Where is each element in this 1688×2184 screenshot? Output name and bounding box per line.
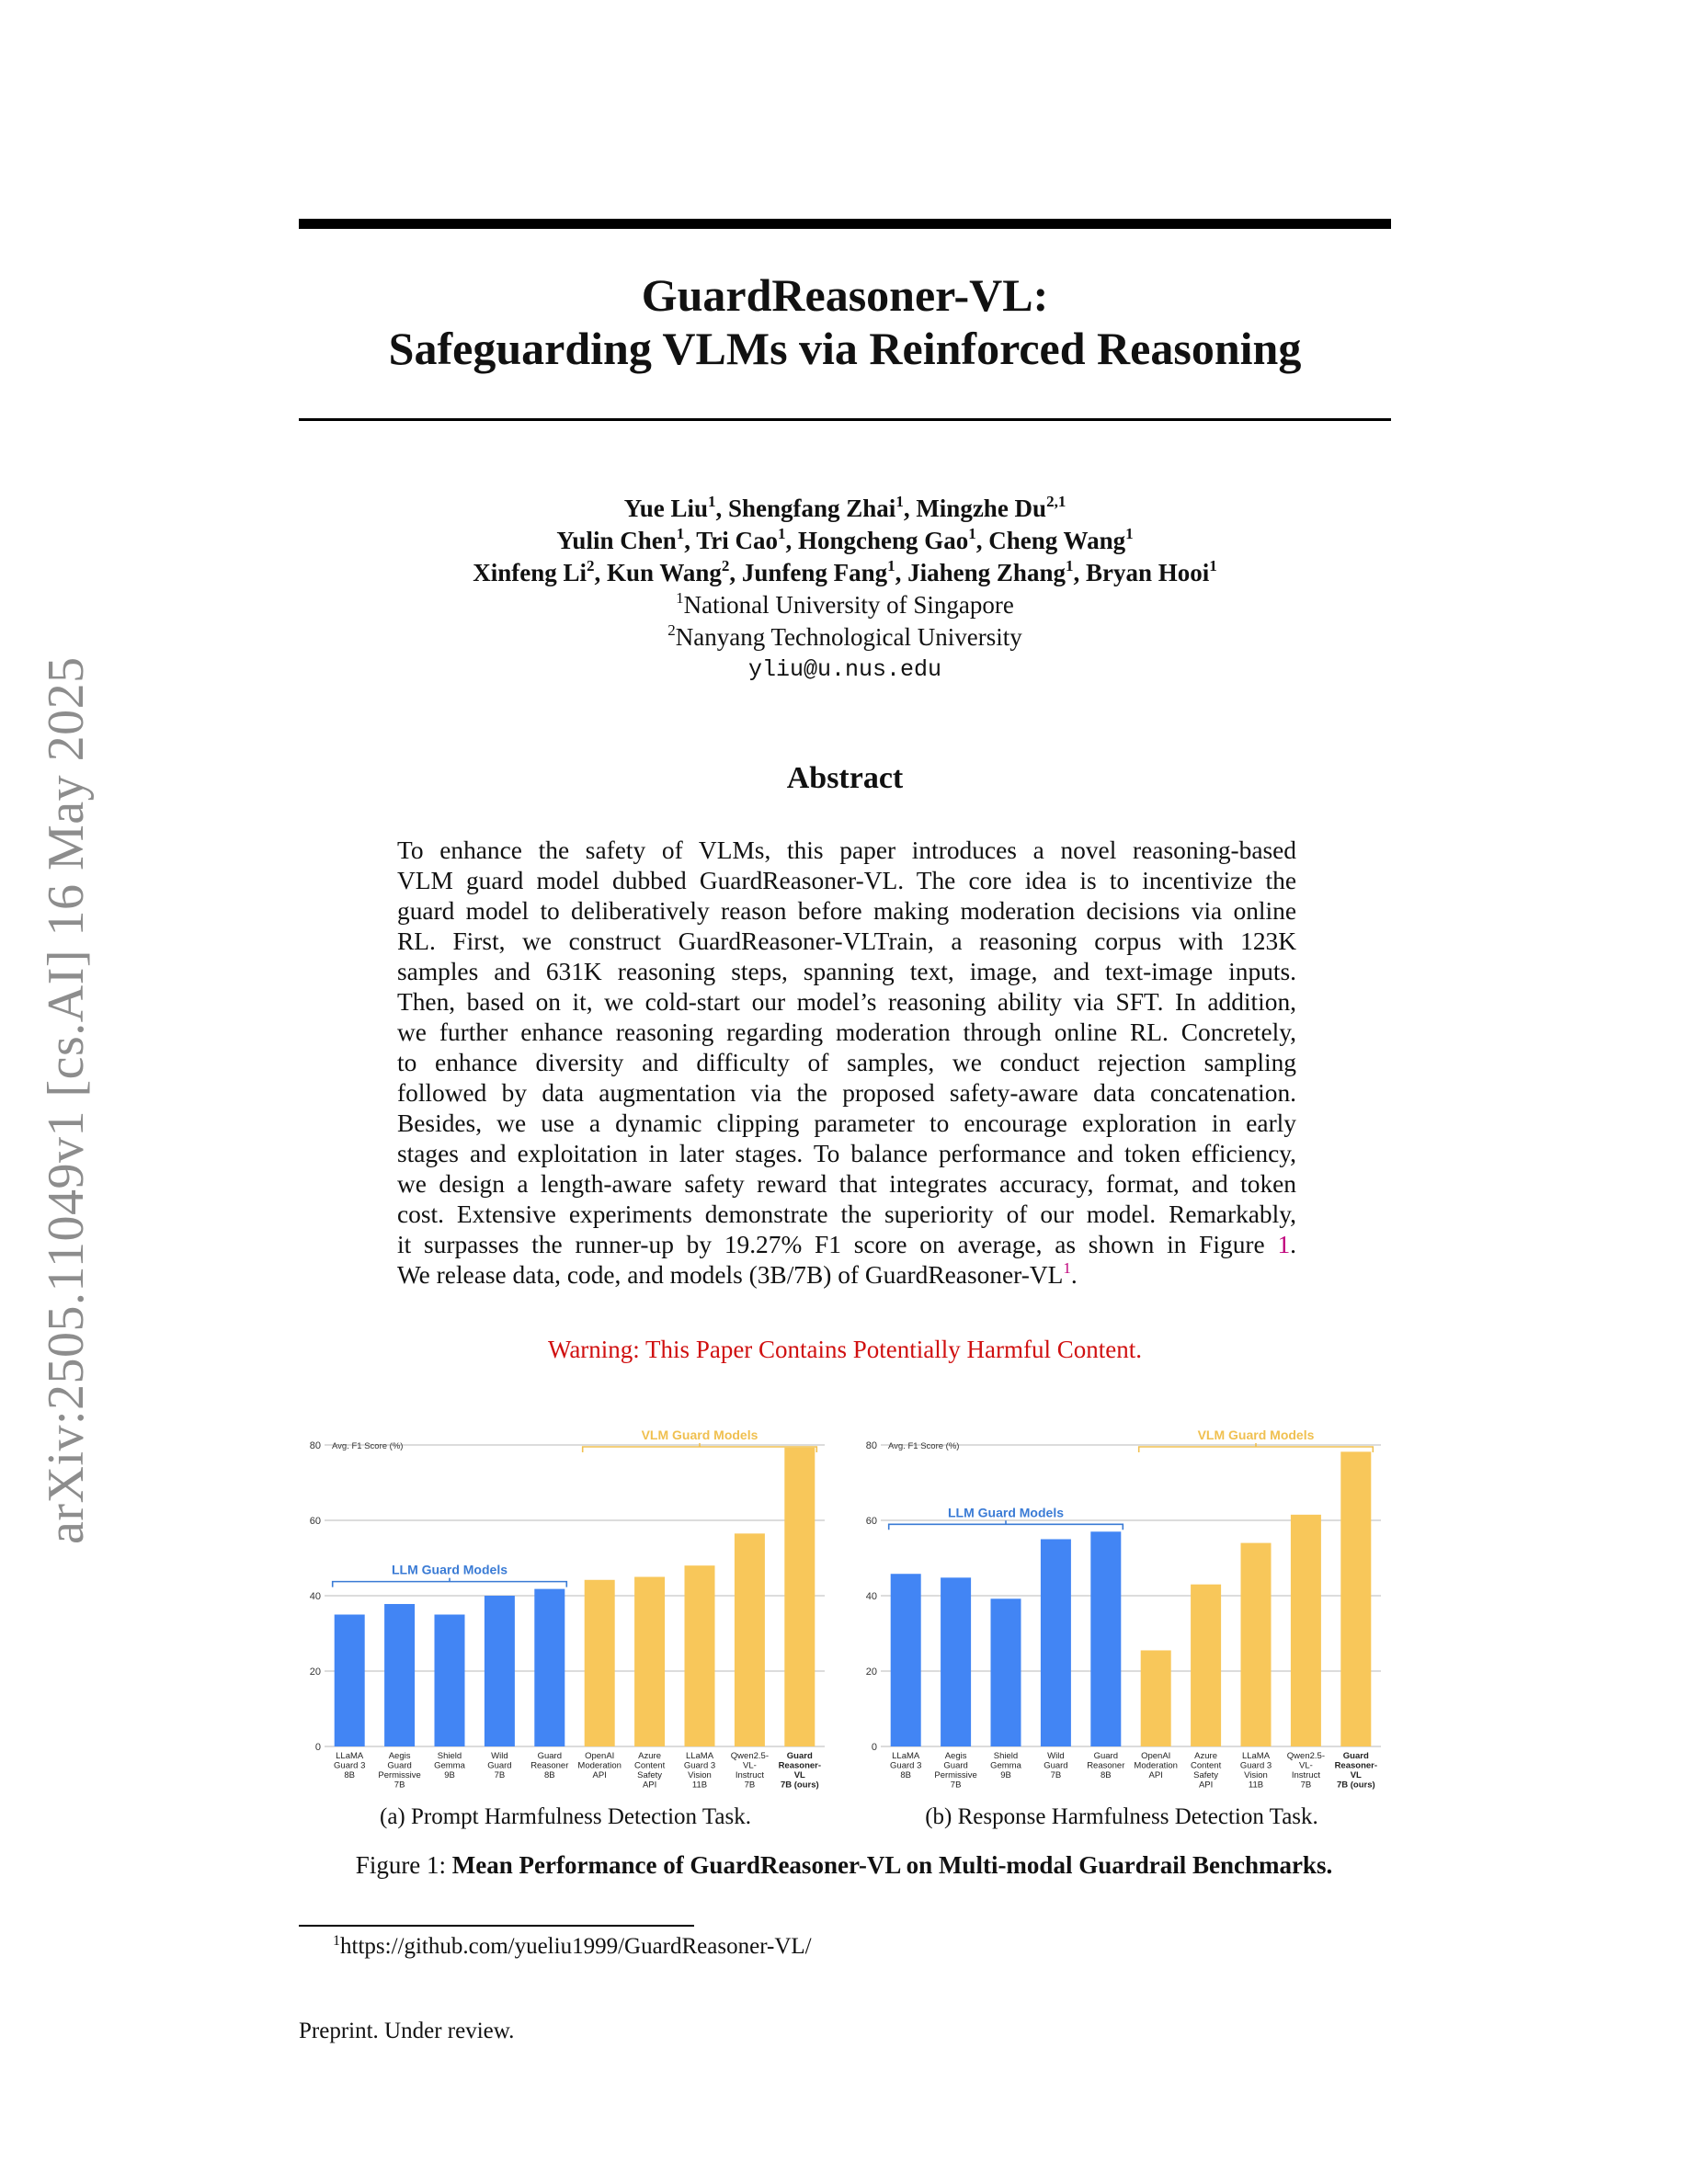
x-tick-label: 8B (1100, 1770, 1112, 1780)
author-name: Yue Liu (623, 495, 708, 522)
author-name: Yulin Chen (556, 527, 677, 554)
x-tick-label: 8B (543, 1770, 555, 1780)
x-tick-label: Qwen2.5- (1286, 1751, 1325, 1761)
title-bottom-rule (299, 418, 1391, 421)
x-tick-label: 8B (344, 1770, 356, 1780)
bar (1041, 1540, 1071, 1747)
abstract-line: cost. Extensive experiments demonstrate the superiority of our model. Remarkably, (397, 1200, 1296, 1228)
x-tick-label: OpenAI (585, 1751, 615, 1761)
x-tick-label: Content (633, 1760, 666, 1771)
affiliation-2-name: Nanyang Technological University (675, 623, 1022, 651)
y-tick-label: 60 (865, 1516, 877, 1527)
x-tick-label: Gemma (434, 1760, 465, 1771)
x-tick-label: Shield (993, 1751, 1019, 1761)
y-tick-label: 80 (865, 1440, 877, 1451)
bar (1241, 1543, 1272, 1746)
x-tick-label: Content (1190, 1760, 1222, 1771)
footnote-1-marker: 1 (333, 1933, 340, 1949)
x-tick-label: Guard (1093, 1751, 1119, 1761)
group-label: LLM Guard Models (948, 1505, 1064, 1520)
x-tick-label: Moderation (1134, 1760, 1178, 1771)
x-tick-label: VL- (743, 1760, 757, 1771)
abstract-line: we design a length-aware safety reward that integrates accuracy, format, and token (397, 1170, 1296, 1198)
harmful-content-warning: Warning: This Paper Contains Potentially Harmful Content. (548, 1336, 1142, 1363)
x-tick-label: Guard (1342, 1751, 1369, 1761)
x-tick-label: Permissive (378, 1770, 421, 1780)
x-tick-label: Guard 3 (334, 1760, 366, 1771)
author-name: Mingzhe Du (916, 495, 1047, 522)
x-tick-label: Wild (491, 1751, 508, 1761)
x-tick-label: Guard (786, 1751, 813, 1761)
author-line: Yue Liu$^1$, Shengfang Zhai$^1$, Mingzhe Du$^{2,1}$ (623, 493, 1066, 522)
affiliation-2-marker: 2 (667, 621, 676, 639)
y-tick-label: 60 (309, 1516, 321, 1527)
abstract-line: guard model to deliberatively reason before making moderation decisions via online (397, 897, 1296, 925)
x-tick-label: Instruct (735, 1770, 764, 1780)
x-tick-label: LLaMA (336, 1751, 364, 1761)
x-tick-label: Qwen2.5- (730, 1751, 769, 1761)
abstract-line: Then, based on it, we cold-start our model’s reasoning ability via SFT. In addition, (397, 988, 1296, 1016)
abstract-line: VLM guard model dubbed GuardReasoner-VL. The core idea is to incentivize the (397, 867, 1296, 894)
x-tick-label: API (642, 1780, 657, 1791)
author-affiliation-marker: 1 (778, 525, 786, 542)
bar (735, 1533, 765, 1746)
x-tick-label: Guard (943, 1760, 968, 1771)
abstract-body (397, 836, 1296, 1291)
x-tick-label: Moderation (577, 1760, 622, 1771)
x-tick-label: 11B (691, 1780, 708, 1791)
author-affiliation-marker: 1 (887, 557, 895, 574)
paper-title (299, 268, 1391, 375)
x-tick-label: Guard (1044, 1760, 1068, 1771)
group-bracket (889, 1520, 1123, 1530)
bar (685, 1565, 715, 1746)
x-tick-label: Reasoner (530, 1760, 569, 1771)
x-tick-label: Permissive (934, 1770, 977, 1780)
y-tick-label: 40 (309, 1591, 321, 1602)
bar (1191, 1585, 1221, 1746)
group-bracket (333, 1578, 567, 1587)
preprint-notice: Preprint. Under review. (299, 2019, 515, 2043)
bar (891, 1574, 921, 1746)
author-affiliation-marker: 1 (1209, 557, 1217, 574)
author-affiliation-marker: 2,1 (1046, 493, 1066, 510)
abstract-line: to enhance diversity and difficulty of samples, we conduct rejection sampling (397, 1049, 1296, 1076)
title-line-2: Safeguarding VLMs via Reinforced Reasoning (388, 323, 1302, 374)
figure-1-caption (276, 1851, 1412, 1880)
footnote-rule (299, 1925, 694, 1927)
x-tick-label: Guard 3 (1239, 1760, 1272, 1771)
bar (941, 1577, 971, 1746)
bar (384, 1604, 415, 1746)
x-tick-label: 7B (1050, 1770, 1062, 1780)
subcaption-a: (a) Prompt Harmfulness Detection Task. (380, 1804, 751, 1829)
bar (634, 1577, 665, 1747)
abstract-line: samples and 631K reasoning steps, spanning text, image, and text-image inputs. (397, 958, 1296, 985)
author-affiliation-marker: 1 (676, 525, 685, 542)
x-tick-label: Reasoner- (1334, 1760, 1378, 1771)
x-tick-label: 7B (1300, 1780, 1312, 1791)
author-name: Cheng Wang (988, 527, 1126, 554)
author-name: Junfeng Fang (741, 559, 888, 586)
title-top-rule (299, 219, 1391, 229)
x-tick-label: LLaMA (1241, 1751, 1271, 1761)
y-tick-label: 0 (314, 1742, 321, 1753)
bar (1090, 1531, 1121, 1746)
x-tick-label: LLaMA (685, 1751, 714, 1761)
bar (585, 1580, 615, 1746)
affiliation-1-marker: 1 (676, 589, 684, 607)
bar (1291, 1515, 1321, 1746)
x-tick-label: LLaMA (892, 1751, 920, 1761)
x-tick-label: Guard (487, 1760, 512, 1771)
bar (1340, 1451, 1371, 1746)
x-tick-label: VL (793, 1770, 805, 1780)
abstract-line-15: We release data, code, and models (3B/7B) of GuardReasoner-$VL^1$. (397, 1259, 1078, 1289)
x-tick-label: API (1198, 1780, 1214, 1791)
author-name: Xinfeng Li (473, 559, 587, 586)
x-tick-label: Azure (638, 1751, 662, 1761)
bar (991, 1598, 1021, 1746)
x-tick-label: 7B (ours) (1336, 1780, 1375, 1791)
author-names (299, 493, 1391, 589)
x-tick-label: 7B (950, 1780, 962, 1791)
group-label: LLM Guard Models (392, 1562, 508, 1577)
affiliation-1 (299, 589, 1391, 621)
abstract-line: stages and exploitation in later stages. To balance performance and token efficiency, (397, 1140, 1296, 1167)
abstract-line: followed by data augmentation via the proposed safety-aware data concatenation. (397, 1079, 1296, 1107)
x-tick-label: Guard (387, 1760, 412, 1771)
y-tick-label: 80 (309, 1440, 321, 1451)
author-line: Xinfeng Li$^2$, Kun Wang$^2$, Junfeng Fang$^1$, Jiaheng Zhang$^1$, Bryan Hooi$^1$ (473, 557, 1217, 586)
author-affiliation-marker: 1 (968, 525, 976, 542)
author-name: Hongcheng Gao (798, 527, 969, 554)
abstract-line-14: it surpasses the runner-up by 19.27% F1 score on average, as shown in Figure 1. (397, 1231, 1296, 1258)
author-name: Shengfang Zhai (727, 495, 896, 522)
abstract-lines (397, 836, 1296, 1230)
author-name: Tri Cao (696, 527, 778, 554)
y-tick-label: 0 (871, 1742, 877, 1753)
x-tick-label: OpenAI (1141, 1751, 1171, 1761)
bar (335, 1615, 365, 1747)
bar (784, 1448, 815, 1746)
abstract-line-14-text: it surpasses the runner-up by 19.27% F1 score on average, as shown in Figure (397, 1231, 1278, 1258)
author-name: Kun Wang (607, 559, 722, 586)
affiliation-1-name: National University of Singapore (683, 591, 1014, 619)
x-tick-label: Safety (637, 1770, 663, 1780)
footnote-1-url[interactable]: https://github.com/yueliu1999/GuardReasoner-VL/ (340, 1934, 812, 1959)
x-tick-label: Aegis (944, 1751, 967, 1761)
x-tick-label: Azure (1194, 1751, 1218, 1761)
abstract-heading: Abstract (786, 761, 904, 795)
affiliation-2 (299, 621, 1391, 654)
figure-caption-text: Mean Performance of GuardReasoner-VL on Multi-modal Guardrail Benchmarks. (451, 1851, 1333, 1879)
x-tick-label: Aegis (388, 1751, 411, 1761)
figure-caption-label: Figure 1: (355, 1851, 452, 1879)
y-tick-label: 40 (865, 1591, 877, 1602)
x-tick-label: 7B (494, 1770, 506, 1780)
abstract-line: RL. First, we construct GuardReasoner-VLTrain, a reasoning corpus with 123K (397, 927, 1296, 955)
arxiv-identifier-stamp: arXiv:2505.11049v1 [cs.AI] 16 May 2025 (38, 656, 95, 1544)
x-tick-label: Shield (437, 1751, 462, 1761)
x-tick-label: 11B (1248, 1780, 1264, 1791)
x-tick-label: Safety (1193, 1770, 1219, 1780)
author-affiliation-marker: 2 (721, 557, 730, 574)
x-tick-label: Guard (537, 1751, 563, 1761)
chart-response-harmfulness (855, 1412, 1388, 1798)
figure-1-reference-link[interactable]: 1 (1277, 1231, 1291, 1258)
author-affiliation-marker: 1 (1125, 525, 1134, 542)
author-affiliation-marker: 1 (1065, 557, 1074, 574)
contact-email[interactable]: yliu@u.nus.edu (747, 656, 942, 683)
x-tick-label: 9B (444, 1770, 455, 1780)
y-tick-label: 20 (865, 1666, 877, 1678)
x-tick-label: Vision (1244, 1770, 1268, 1780)
footnote-1 (333, 1934, 812, 1960)
author-affiliation-marker: 1 (895, 493, 904, 510)
footnote-1-reference-link[interactable]: 1 (1063, 1259, 1071, 1277)
author-affiliation-marker: 1 (707, 493, 716, 510)
x-tick-label: 7B (ours) (780, 1780, 819, 1791)
abstract-line: To enhance the safety of VLMs, this paper introduces a novel reasoning-based (397, 836, 1296, 864)
x-tick-label: Instruct (1291, 1770, 1320, 1780)
title-line-1: GuardReasoner-VL: (641, 269, 1049, 321)
group-label: VLM Guard Models (1197, 1428, 1315, 1442)
x-tick-label: API (1148, 1770, 1163, 1780)
x-tick-label: VL (1350, 1770, 1362, 1780)
x-tick-label: Guard 3 (890, 1760, 922, 1771)
x-tick-label: 7B (393, 1780, 405, 1791)
abstract-line: we further enhance reasoning regarding moderation through online RL. Concretely, (397, 1018, 1296, 1046)
x-tick-label: Reasoner- (778, 1760, 822, 1771)
x-tick-label: VL- (1299, 1760, 1313, 1771)
x-tick-label: Reasoner (1087, 1760, 1125, 1771)
author-name: Bryan Hooi (1085, 559, 1210, 586)
y-axis-label: Avg. F1 Score (%) (888, 1441, 960, 1451)
x-tick-label: API (592, 1770, 607, 1780)
bar (534, 1589, 565, 1746)
chart-prompt-harmfulness (299, 1412, 832, 1798)
x-tick-label: Wild (1047, 1751, 1065, 1761)
author-affiliation-marker: 2 (587, 557, 595, 574)
author-name: Jiaheng Zhang (907, 559, 1066, 586)
bar (485, 1596, 515, 1746)
author-line: Yulin Chen$^1$, Tri Cao$^1$, Hongcheng Gao$^1$, Cheng Wang$^1$ (556, 525, 1134, 554)
x-tick-label: 7B (744, 1780, 756, 1791)
x-tick-label: Gemma (990, 1760, 1021, 1771)
x-tick-label: Vision (688, 1770, 712, 1780)
x-tick-label: Guard 3 (683, 1760, 716, 1771)
subcaption-b: (b) Response Harmfulness Detection Task. (925, 1804, 1318, 1829)
bar (1141, 1650, 1171, 1746)
y-axis-label: Avg. F1 Score (%) (332, 1441, 404, 1451)
y-tick-label: 20 (309, 1666, 321, 1678)
bar (435, 1615, 465, 1747)
group-label: VLM Guard Models (641, 1428, 758, 1442)
abstract-line-15-text: We release data, code, and models (3B/7B) of GuardReasoner-VL (397, 1261, 1064, 1289)
x-tick-label: 9B (1000, 1770, 1011, 1780)
x-tick-label: 8B (900, 1770, 912, 1780)
abstract-line: Besides, we use a dynamic clipping parameter to encourage exploration in early (397, 1109, 1296, 1137)
author-block (299, 493, 1391, 686)
